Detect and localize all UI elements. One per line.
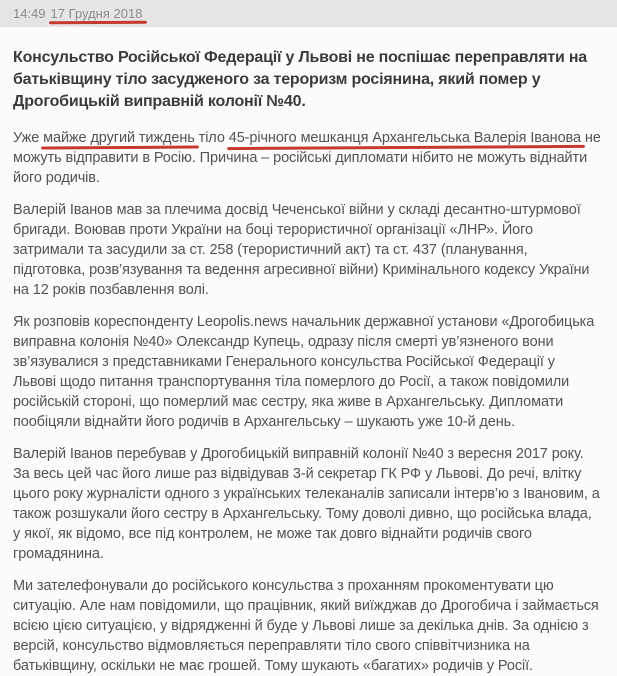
article-paragraph: Ми зателефонували до російського консульства з проханням прокоментувати цю ситуацію. Але нам повідомили, що працівник, який виїжджав до Дрогобича і займається всією цією ситуацією, у відрядженні й буде у Львові лише за декілька днів. За однією з версій, консульство відмовляється переправляти тіло свого співвітчизника на батьківщину, оскільки не має грошей. Тому шукають «багатих» родичів у Росії. bbox=[13, 578, 599, 674]
article-lead-paragraph bbox=[13, 128, 601, 188]
article-paragraph: Валерій Іванов мав за плечима досвід Чеченської війни у складі десантно-штурмової бригади. Воював проти України на боці терористичної організації «ЛНР». Його затримали та засудили за ст. 258 (терористичний акт) та ст. 437 (планування, підготовка, розв’язування та ведення агресивної війни) Кримінального кодексу України на 12 років позбавлення волі. bbox=[13, 202, 590, 298]
article-paragraph: Як розповів кореспонденту Leopolis.news начальник державної установи «Дрогобицька виправна колонія №40» Олександр Купець, одразу після смерті ув’язненого вони зв’язувалися з представниками Генерального консульства Російської Федерації у Львові щодо питання транспортування тіла померлого до Росії, а також повідомили російській стороні, що померлий має сестру, яка живе в Архангельську. Дипломати пообіцяли віднайти його родичів в Архангельську – шукають уже 10-й день. bbox=[13, 314, 595, 430]
article-headline: Консульство Російської Федерації у Львові не поспішає переправляти на батьківщину тіло засудженого за тероризм росіянина, який помер у Дрогобицькій виправній колонії №40. bbox=[13, 49, 588, 110]
lead-text-post: не можуть відправити в Росію. Причина – російські дипломати нібито не можуть віднайти його родичів. bbox=[13, 130, 601, 186]
publish-meta-bar bbox=[0, 0, 617, 27]
publish-date: 17 Грудня 2018 bbox=[50, 6, 143, 21]
lead-text-pre: Уже bbox=[13, 130, 44, 146]
article-content bbox=[0, 27, 617, 676]
lead-text-mid: тіло bbox=[194, 130, 229, 146]
article-paragraph: Валерій Іванов перебував у Дрогобицькій виправній колонії №40 з вересня 2017 року. За весь цей час його лише раз відвідував 3-й секретар ГК РФ у Львові. До речі, влітку цього року журналісти одного з українських телеканалів записали інтерв’ю з Івановим, а також розшукали його сестру в Архангельську. Тому доволі дивно, що російська влада, у якої, як відомо, все під контролем, не може так довго віднайти родичів свого громадянина. bbox=[13, 446, 600, 562]
publish-time: 14:49 bbox=[13, 6, 46, 21]
annotation-underline-phrase-1: майже другий тиждень bbox=[43, 130, 195, 146]
annotation-underline-phrase-2: 45-річного мешканця Архангельська Валерія Іванова bbox=[228, 130, 581, 146]
